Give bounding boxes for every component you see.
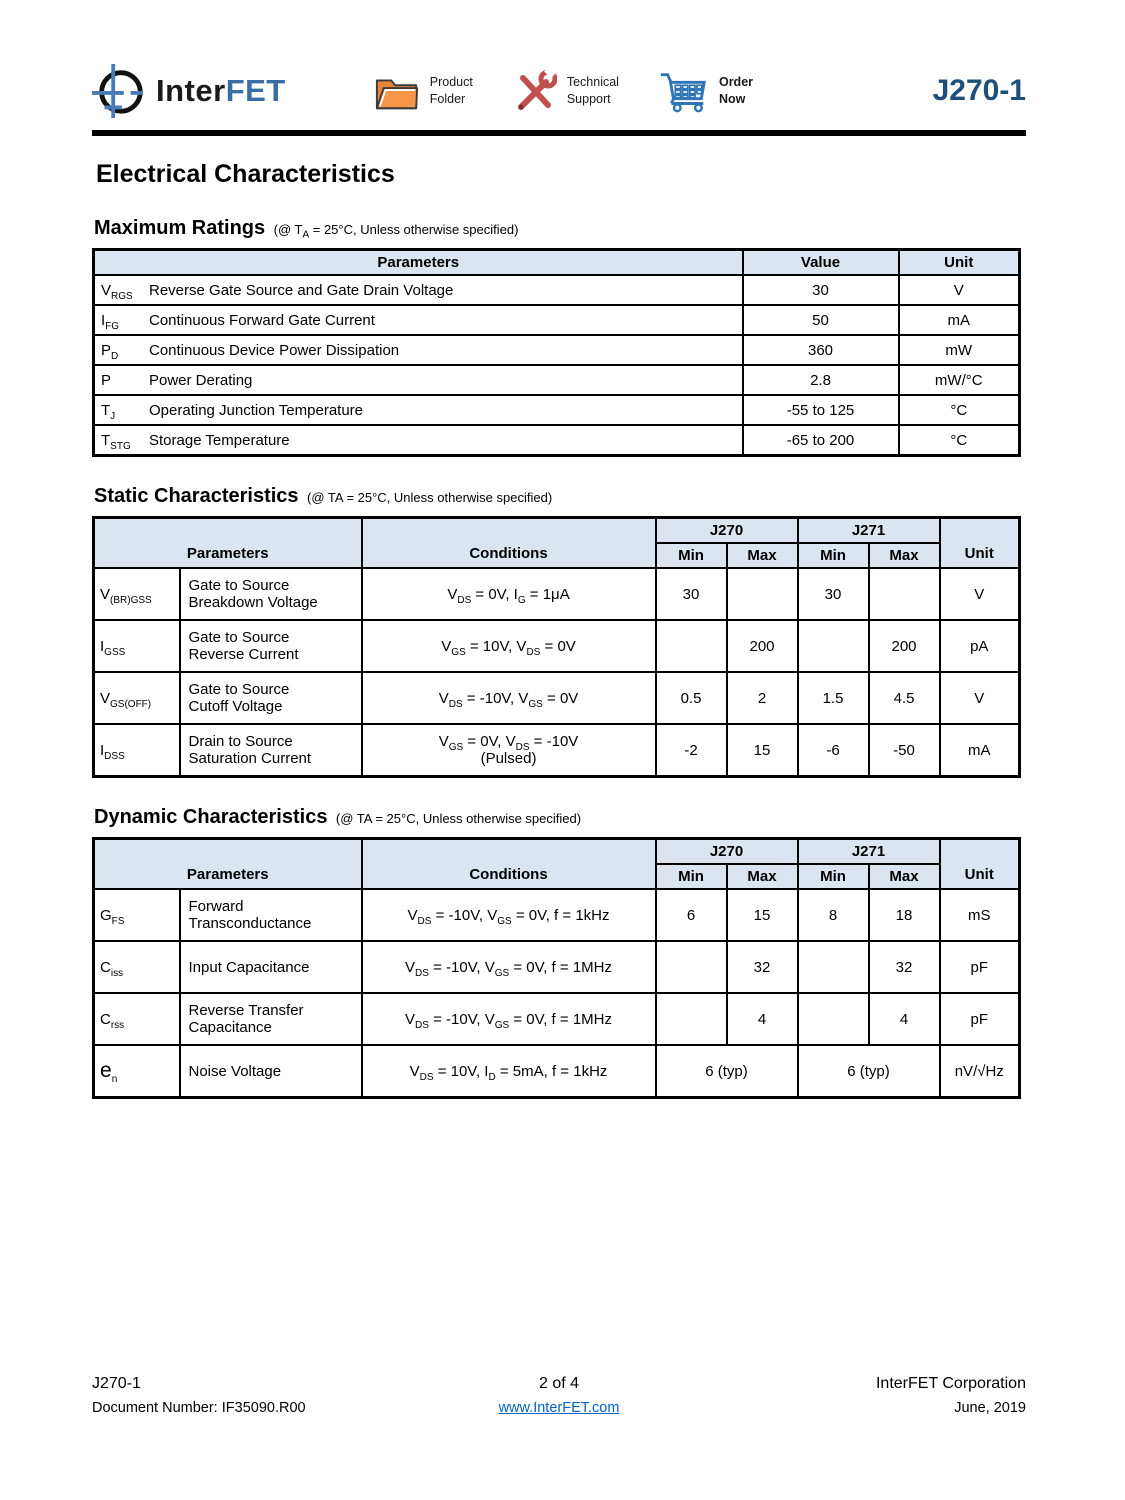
website-link[interactable]: www.InterFET.com <box>498 1399 620 1416</box>
order-now-link[interactable] <box>659 69 753 113</box>
col-header-parameters: Parameters <box>94 518 362 569</box>
parameter-symbol-cell: $C_{iss}$ <box>94 941 180 993</box>
parameter-symbol-cell: $I_{GSS}$ <box>94 620 180 672</box>
logo-text-inter: Inter <box>156 73 226 108</box>
parameter-symbol: $T_J$ <box>101 401 116 422</box>
col-header-conditions: Conditions <box>362 839 656 890</box>
col-header-j271: J271 <box>798 839 940 865</box>
link-label-line: Order <box>718 74 754 89</box>
parameter-cell <box>94 395 743 425</box>
j270-min-cell <box>656 941 727 993</box>
table-row <box>94 275 1020 305</box>
static-characteristics-table <box>92 516 1021 778</box>
parameter-symbol: $I_{FG}$ <box>101 311 120 332</box>
table-row <box>94 1045 1020 1098</box>
footer-center <box>403 1372 714 1419</box>
table-row <box>94 993 1020 1045</box>
conditions-cell: $V_{DS} = 10V$, $I_D = 5mA$, f = 1kHz <box>362 1045 656 1098</box>
j270-min-cell: 30 <box>656 568 727 620</box>
col-header-j270: J270 <box>656 518 798 544</box>
product-folder-label <box>430 74 473 109</box>
footer-page-indicator: 2 of 4 <box>538 1375 579 1392</box>
dynamic-tbody <box>94 889 1020 1098</box>
j270-max-cell: 32 <box>727 941 798 993</box>
product-folder-link[interactable] <box>374 70 473 112</box>
col-header-min: Min <box>798 864 869 889</box>
parameter-description: Continuous Device Power Dissipation <box>149 341 400 359</box>
j270-min-cell <box>656 620 727 672</box>
page-title: Electrical Characteristics <box>96 160 395 188</box>
logo-text-fet: FET <box>225 73 286 108</box>
j270-min-cell: 6 <box>656 889 727 941</box>
interfet-logo <box>92 62 286 120</box>
conditions-cell: $V_{DS} = 0V$, $I_G = 1\mu A$ <box>362 568 656 620</box>
max-ratings-note: (@ $T_A = 25^\circ C$, Unless otherwise specified) <box>273 222 519 241</box>
unit-cell: nV/√Hz <box>940 1045 1020 1098</box>
j270-max-cell: 15 <box>727 889 798 941</box>
parameter-name-cell: Drain to Source Saturation Current <box>180 724 362 777</box>
col-header-j270: J270 <box>656 839 798 865</box>
j271-min-cell <box>798 620 869 672</box>
link-label-line: Product <box>429 74 473 89</box>
j271-max-cell: 4 <box>869 993 940 1045</box>
col-header-min: Min <box>798 543 869 568</box>
table-header-row <box>94 839 1020 865</box>
unit-cell: pA <box>940 620 1020 672</box>
table-row <box>94 335 1020 365</box>
value-cell: 360 <box>743 335 899 365</box>
col-header-max: Max <box>727 543 798 568</box>
unit-cell: mS <box>940 889 1020 941</box>
parameter-description: Continuous Forward Gate Current <box>149 311 375 329</box>
parameter-name-cell: Gate to Source Cutoff Voltage <box>180 672 362 724</box>
parameter-symbol: $V_{RGS}$ <box>101 281 133 302</box>
unit-cell: mW <box>899 335 1020 365</box>
part-number: J270-1 <box>932 74 1026 107</box>
conditions-cell: $V_{DS} = -10V$, $V_{GS} = 0V$ <box>362 672 656 724</box>
conditions-cell: $V_{DS} = -10V$, $V_{GS} = 0V$, f = 1MHz <box>362 993 656 1045</box>
parameter-symbol-cell: $V_{GS(OFF)}$ <box>94 672 180 724</box>
j270-max-cell: 4 <box>727 993 798 1045</box>
parameter-cell <box>94 425 743 456</box>
table-row <box>94 365 1020 395</box>
order-now-label <box>719 74 753 109</box>
footer-date: June, 2019 <box>954 1399 1026 1416</box>
footer-company: InterFET Corporation <box>875 1375 1026 1392</box>
link-label-line: Folder <box>429 92 466 106</box>
parameter-symbol-cell: $V_{(BR)GSS}$ <box>94 568 180 620</box>
j270-max-cell: 200 <box>727 620 798 672</box>
parameter-cell <box>94 305 743 335</box>
logo-text <box>156 73 286 109</box>
table-row <box>94 620 1020 672</box>
parameter-description: Operating Junction Temperature <box>149 401 364 419</box>
parameter-description: Power Derating <box>149 371 253 389</box>
static-note: (@ TA = 25°C, Unless otherwise specified) <box>307 490 553 505</box>
parameter-symbol-cell: $G_{FS}$ <box>94 889 180 941</box>
technical-support-link[interactable] <box>513 69 619 113</box>
page-content <box>92 0 1026 1099</box>
parameter-name-cell: Reverse Transfer Capacitance <box>180 993 362 1045</box>
j271-min-cell: 30 <box>798 568 869 620</box>
value-cell: 2.8 <box>743 365 899 395</box>
j271-min-cell: -6 <box>798 724 869 777</box>
dynamic-heading <box>94 806 1026 829</box>
technical-support-label <box>567 74 619 109</box>
max-ratings-title: Maximum Ratings <box>94 217 266 239</box>
conditions-cell: $V_{GS} = 10V$, $V_{DS} = 0V$ <box>362 620 656 672</box>
static-tbody <box>94 568 1020 777</box>
parameter-name-cell: Noise Voltage <box>180 1045 362 1098</box>
folder-icon <box>374 70 420 112</box>
table-row <box>94 568 1020 620</box>
tools-icon <box>513 69 557 113</box>
unit-cell: mW/°C <box>899 365 1020 395</box>
value-cell: -55 to 125 <box>743 395 899 425</box>
parameter-cell <box>94 365 743 395</box>
conditions-cell: $V_{DS} = -10V$, $V_{GS} = 0V$, f = 1kHz <box>362 889 656 941</box>
j270-max-cell: 2 <box>727 672 798 724</box>
col-header-max: Max <box>869 543 940 568</box>
crosshair-logo-icon <box>92 62 146 120</box>
j271-max-cell: 18 <box>869 889 940 941</box>
unit-cell: pF <box>940 941 1020 993</box>
j270-max-cell: 15 <box>727 724 798 777</box>
col-header-min: Min <box>656 864 727 889</box>
j271-typ-cell: 6 (typ) <box>798 1045 940 1098</box>
j271-min-cell <box>798 941 869 993</box>
max-ratings-table <box>92 248 1021 457</box>
cart-icon <box>659 69 709 113</box>
parameter-symbol: $T_{STG}$ <box>101 431 131 452</box>
link-label-line: Now <box>718 92 746 106</box>
unit-cell: V <box>940 568 1020 620</box>
col-header-conditions: Conditions <box>362 518 656 569</box>
unit-cell: V <box>940 672 1020 724</box>
parameter-symbol-cell: $I_{DSS}$ <box>94 724 180 777</box>
footer-document-number: Document Number: IF35090.R00 <box>92 1399 306 1416</box>
unit-cell: mA <box>940 724 1020 777</box>
parameter-name-cell: Gate to Source Reverse Current <box>180 620 362 672</box>
parameter-cell <box>94 335 743 365</box>
col-header-max: Max <box>727 864 798 889</box>
value-cell: 50 <box>743 305 899 335</box>
j270-max-cell <box>727 568 798 620</box>
value-cell: 30 <box>743 275 899 305</box>
unit-cell: mA <box>899 305 1020 335</box>
col-header-unit: Unit <box>940 839 1020 890</box>
j270-min-cell: -2 <box>656 724 727 777</box>
link-label-line: Support <box>566 92 611 106</box>
j271-min-cell: 8 <box>798 889 869 941</box>
link-label-line: Technical <box>566 74 619 89</box>
j271-max-cell <box>869 568 940 620</box>
j271-min-cell <box>798 993 869 1045</box>
table-row <box>94 724 1020 777</box>
page-footer <box>92 1372 1026 1419</box>
j270-min-cell <box>656 993 727 1045</box>
dynamic-title: Dynamic Characteristics <box>94 806 328 828</box>
col-header-unit: Unit <box>940 518 1020 569</box>
col-header-j271: J271 <box>798 518 940 544</box>
value-cell: -65 to 200 <box>743 425 899 456</box>
col-header-max: Max <box>869 864 940 889</box>
parameter-symbol: P <box>101 371 112 389</box>
parameter-description: Reverse Gate Source and Gate Drain Voltage <box>149 281 454 299</box>
unit-cell: °C <box>899 425 1020 456</box>
col-header-parameters: Parameters <box>94 250 743 276</box>
footer-right <box>715 1372 1026 1419</box>
unit-cell: °C <box>899 395 1020 425</box>
parameter-symbol: $P_D$ <box>101 341 119 362</box>
conditions-cell: $V_{GS} = 0V$, $V_{DS} = -10V$ (Pulsed) <box>362 724 656 777</box>
table-row <box>94 305 1020 335</box>
col-header-unit: Unit <box>899 250 1020 276</box>
static-heading <box>94 485 1026 508</box>
parameter-name-cell: Forward Transconductance <box>180 889 362 941</box>
max-ratings-heading <box>94 217 1026 240</box>
table-row <box>94 941 1020 993</box>
col-header-parameters: Parameters <box>94 839 362 890</box>
parameter-description: Storage Temperature <box>149 431 290 449</box>
parameter-name-cell: Input Capacitance <box>180 941 362 993</box>
header-links <box>374 69 753 113</box>
table-row <box>94 672 1020 724</box>
col-header-value: Value <box>743 250 899 276</box>
dynamic-characteristics-table <box>92 837 1021 1099</box>
col-header-min: Min <box>656 543 727 568</box>
j271-min-cell: 1.5 <box>798 672 869 724</box>
dynamic-note: (@ TA = 25°C, Unless otherwise specified) <box>335 811 582 826</box>
j271-max-cell: 32 <box>869 941 940 993</box>
unit-cell: V <box>899 275 1020 305</box>
table-row <box>94 425 1020 456</box>
footer-part-number: J270-1 <box>92 1375 141 1392</box>
table-row <box>94 395 1020 425</box>
table-header-row <box>94 250 1020 276</box>
j271-max-cell: 4.5 <box>869 672 940 724</box>
parameter-symbol-cell: $C_{rss}$ <box>94 993 180 1045</box>
parameter-name-cell: Gate to Source Breakdown Voltage <box>180 568 362 620</box>
unit-cell: pF <box>940 993 1020 1045</box>
parameter-symbol-cell: $e_n$ <box>94 1045 180 1098</box>
j271-max-cell: -50 <box>869 724 940 777</box>
page-header <box>92 0 1026 120</box>
footer-left <box>92 1372 403 1419</box>
table-row <box>94 889 1020 941</box>
j271-max-cell: 200 <box>869 620 940 672</box>
j270-min-cell: 0.5 <box>656 672 727 724</box>
j270-typ-cell: 6 (typ) <box>656 1045 798 1098</box>
parameter-cell <box>94 275 743 305</box>
conditions-cell: $V_{DS} = -10V$, $V_{GS} = 0V$, f = 1MHz <box>362 941 656 993</box>
table-header-row <box>94 518 1020 544</box>
header-rule <box>92 130 1026 136</box>
static-title: Static Characteristics <box>94 485 299 507</box>
max-ratings-tbody <box>94 275 1020 456</box>
